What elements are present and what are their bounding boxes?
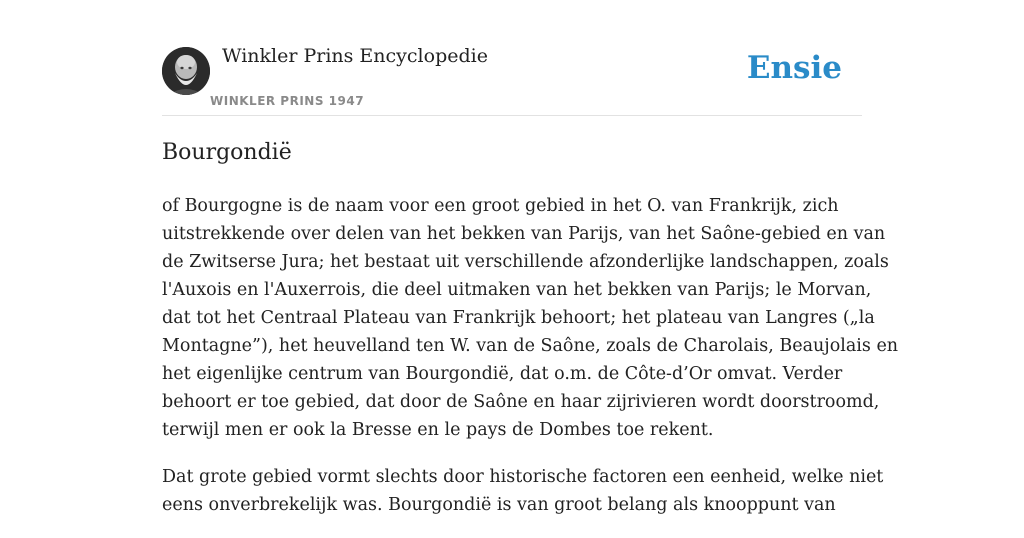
text-line: behoort er toe gebied, dat door de Saône en haar zijrivieren wordt doorstroomd,	[162, 392, 880, 412]
text-line: dat tot het Centraal Plateau van Frankrijk behoort; het plateau van Langres („la	[162, 308, 875, 328]
text-line: eens onverbrekelijk was. Bourgondië is van groot belang als knooppunt van	[162, 495, 836, 515]
article-title: Bourgondië	[162, 140, 292, 165]
ensie-logo[interactable]: Ensie	[746, 50, 842, 86]
text-line: Montagne”), het heuvelland ten W. van de Saône, zoals de Charolais, Beaujolais en	[162, 336, 899, 356]
text-line: het eigenlijke centrum van Bourgondië, dat o.m. de Côte-d’Or omvat. Verder	[162, 364, 843, 384]
article-paragraph-2	[162, 463, 884, 519]
article-body	[162, 192, 899, 538]
article-paragraph-1	[162, 192, 899, 444]
site-header	[162, 0, 862, 116]
text-line: of Bourgogne is de naam voor een groot gebied in het O. van Frankrijk, zich	[162, 196, 839, 216]
text-line: l'Auxois en l'Auxerrois, die deel uitmaken van het bekken van Parijs; le Morvan,	[162, 280, 872, 300]
portrait-avatar-icon[interactable]	[162, 47, 210, 95]
text-line: Dat grote gebied vormt slechts door historische factoren een eenheid, welke niet	[162, 467, 884, 487]
text-line: uitstrekkende over delen van het bekken van Parijs, van het Saône-gebied en van	[162, 224, 886, 244]
text-line: de Zwitserse Jura; het bestaat uit verschillende afzonderlijke landschappen, zoals	[162, 252, 889, 272]
page	[162, 0, 899, 515]
edition-label[interactable]: WINKLER PRINS 1947	[210, 94, 365, 108]
text-line: terwijl men er ook la Bresse en le pays de Dombes toe rekent.	[162, 420, 714, 440]
publisher-name[interactable]: Winkler Prins Encyclopedie	[222, 45, 488, 67]
